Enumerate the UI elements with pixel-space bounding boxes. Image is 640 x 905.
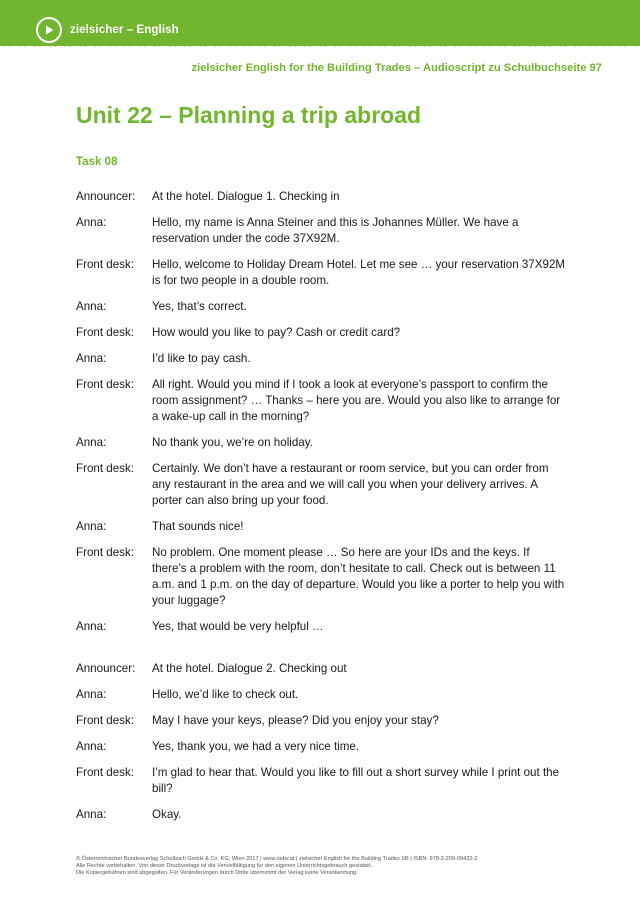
footer-line: Die Kopiergebühren sind abgegolten. Für Veränderungen durch Dritte übernimmt der Verlag keine Verantwortung. xyxy=(76,870,358,877)
brand-logo xyxy=(36,14,179,46)
utterance: I’m glad to hear that. Would you like to fill out a short survey while I print out the bill? xyxy=(152,766,560,795)
dialogue-line xyxy=(76,435,566,451)
utterance: At the hotel. Dialogue 2. Checking out xyxy=(152,662,347,675)
dialogue-line xyxy=(76,545,566,609)
utterance: All right. Would you mind if I took a look at everyone’s passport to confirm the room assignment? … Thanks – here you are. Would you also like to arrange for a wake-up call in the morning? xyxy=(152,378,561,423)
dialogue-line xyxy=(76,215,566,247)
play-icon xyxy=(36,17,62,43)
speaker: Announcer: xyxy=(76,190,136,203)
dialogue-line xyxy=(76,687,566,703)
utterance: Certainly. We don’t have a restaurant or room service, but you can order from any restaurant in the area and we will call you when your delivery arrives. A porter can also bring up your food. xyxy=(152,462,549,507)
speaker: Anna: xyxy=(76,808,107,821)
utterance: Yes, thank you, we had a very nice time. xyxy=(152,740,360,753)
utterance: At the hotel. Dialogue 1. Checking in xyxy=(152,190,340,203)
speaker: Front desk: xyxy=(76,326,134,339)
speaker: Anna: xyxy=(76,216,107,229)
header-subtitle: zielsicher English for the Building Trades – Audioscript zu Schulbuchseite 97 xyxy=(191,62,602,74)
speaker: Anna: xyxy=(76,520,107,533)
speaker: Front desk: xyxy=(76,378,134,391)
page-title: Unit 22 – Planning a trip abroad xyxy=(76,102,422,128)
speaker: Anna: xyxy=(76,688,107,701)
dialogue-line xyxy=(76,619,566,635)
utterance: Hello, we’d like to check out. xyxy=(152,688,299,701)
speaker: Front desk: xyxy=(76,258,134,271)
speaker: Anna: xyxy=(76,436,107,449)
speaker: Anna: xyxy=(76,740,107,753)
footer-line: © Österreichischer Bundesverlag Schulbuch GmbH & Co. KG, Wien 2017 | www.oebv.at | zielsicher English for the Building Trades SB | ISBN: 978-3-209-09432-2 xyxy=(76,856,478,862)
dialogue-line xyxy=(76,807,566,823)
utterance: How would you like to pay? Cash or credit card? xyxy=(152,326,401,339)
utterance: Yes, that would be very helpful … xyxy=(152,620,324,633)
dialogue-line xyxy=(76,257,566,289)
copyright-footer xyxy=(76,856,596,878)
utterance: Hello, welcome to Holiday Dream Hotel. Let me see … your reservation 37X92M is for two people in a double room. xyxy=(152,258,566,287)
speaker: Anna: xyxy=(76,620,107,633)
speaker: Front desk: xyxy=(76,766,134,779)
speaker: Front desk: xyxy=(76,714,134,727)
dialogue-line xyxy=(76,351,566,367)
dialogue-line xyxy=(76,661,566,677)
speaker: Anna: xyxy=(76,300,107,313)
speaker: Front desk: xyxy=(76,462,134,475)
dialogue-line xyxy=(76,325,566,341)
dialogue-line xyxy=(76,461,566,509)
speaker: Anna: xyxy=(76,352,107,365)
brand-logo-text: zielsicher – English xyxy=(70,24,179,36)
task-label: Task 08 xyxy=(76,156,118,168)
dialogue-line xyxy=(76,377,566,425)
speaker: Announcer: xyxy=(76,662,136,675)
utterance: Yes, that’s correct. xyxy=(152,300,247,313)
dialogue-line xyxy=(76,765,566,797)
footer-line: Alle Rechte vorbehalten. Von dieser Druckvorlage ist die Vervielfältigung für den eigenen Unterrichtsgebrauch gestattet. xyxy=(76,863,373,870)
utterance: May I have your keys, please? Did you enjoy your stay? xyxy=(152,714,439,727)
audioscript xyxy=(76,189,566,833)
dialogue-line xyxy=(76,519,566,535)
utterance: I’d like to pay cash. xyxy=(152,352,251,365)
dialogue-line xyxy=(76,299,566,315)
dialogue-line xyxy=(76,189,566,205)
utterance: Okay. xyxy=(152,808,182,821)
utterance: No thank you, we’re on holiday. xyxy=(152,436,313,449)
speaker: Front desk: xyxy=(76,546,134,559)
utterance: No problem. One moment please … So here are your IDs and the keys. If there’s a problem with the room, don’t hesitate to call. Check out is between 11 a.m. and 1 p.m. on the day of departure. Would you like a porter to help you with your luggage? xyxy=(152,546,565,607)
utterance: Hello, my name is Anna Steiner and this is Johannes Müller. We have a reservation under the code 37X92M. xyxy=(152,216,519,245)
utterance: That sounds nice! xyxy=(152,520,244,533)
dialogue-line xyxy=(76,713,566,729)
dialogue-line xyxy=(76,739,566,755)
